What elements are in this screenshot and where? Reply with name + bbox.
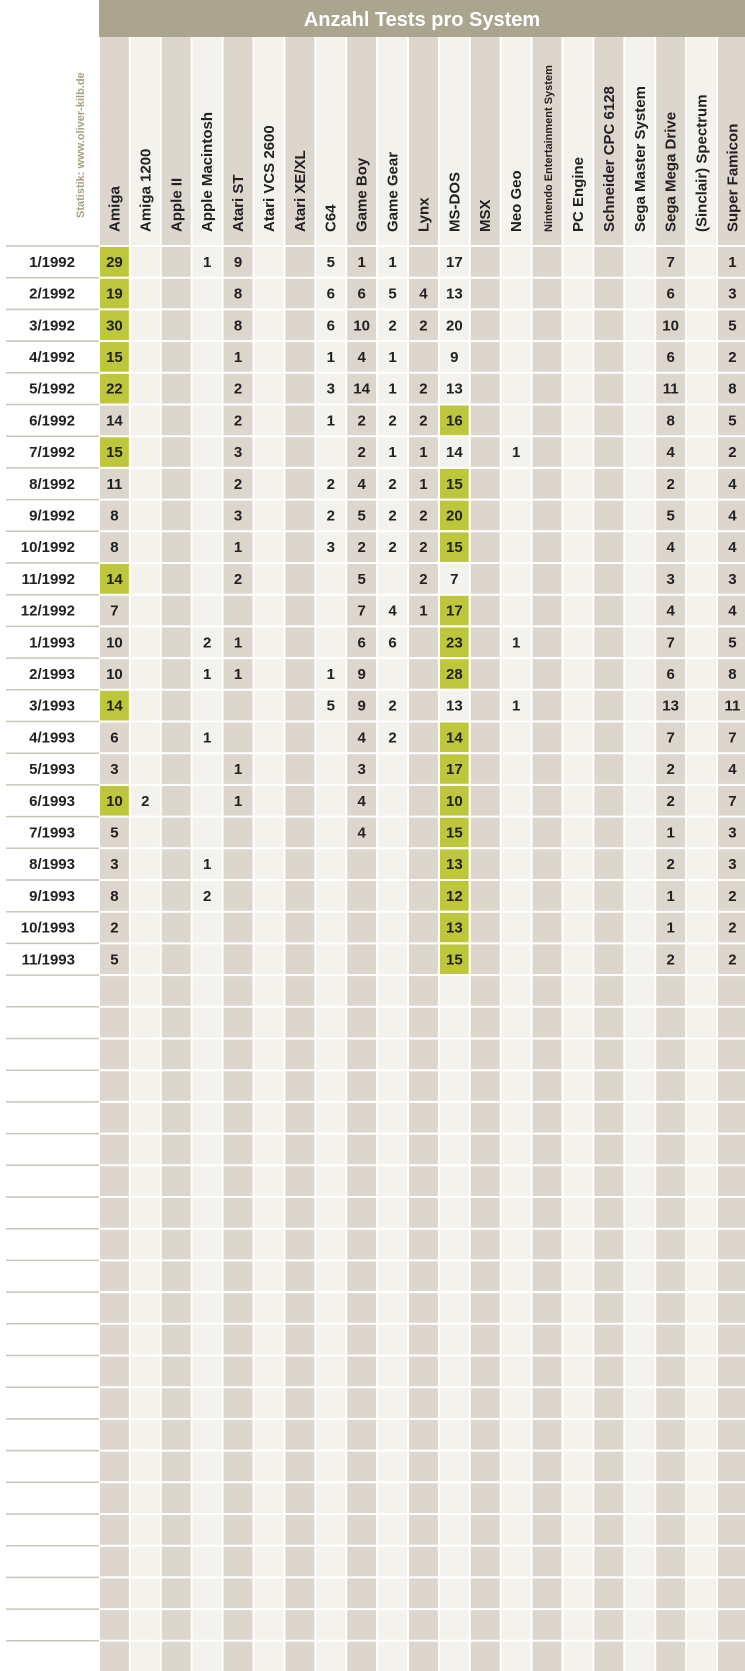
cell-value: 1	[666, 919, 675, 937]
cell-value: 6	[326, 285, 335, 303]
column-header-nintendo-entertainment-system: Nintendo Entertainment System	[543, 65, 555, 232]
cell-value: 15	[446, 951, 463, 969]
cell-value: 4	[357, 792, 366, 810]
cell-value: 14	[446, 444, 463, 462]
cell-value: 3	[357, 761, 366, 779]
cell-value: 1	[511, 444, 521, 462]
column-header-amiga: Amiga	[106, 186, 124, 232]
cell-value: 2	[202, 887, 212, 905]
cell-value: 2	[419, 539, 428, 557]
column-header-neo-geo: Neo Geo	[508, 170, 526, 232]
column-bg-super-famicon	[717, 37, 745, 1671]
chart-title: Anzahl Tests pro System	[303, 9, 541, 31]
cell-value: 3	[326, 539, 335, 557]
column-bg-amiga-1200	[130, 37, 161, 1671]
row-label: 8/1993	[29, 856, 75, 874]
cell-value: 2	[666, 856, 675, 874]
cell-value: 3	[728, 285, 737, 303]
cell-value: 7	[450, 570, 459, 588]
row-label: 2/1992	[29, 285, 75, 303]
cell-value: 2	[666, 951, 675, 969]
cell-value: 3	[666, 570, 675, 588]
column-header-atari-st: Atari ST	[230, 174, 247, 232]
cell-value: 15	[446, 475, 463, 493]
cell-value: 10	[446, 792, 463, 810]
column-bg-nintendo-entertainment-system	[532, 37, 563, 1671]
cell-value: 1	[202, 253, 212, 271]
cell-value: 2	[357, 412, 366, 430]
cell-value: 2	[326, 507, 335, 525]
cell-value: 5	[666, 507, 675, 525]
cell-value: 1	[419, 444, 428, 462]
row-label: 9/1992	[29, 507, 75, 525]
column-header-super-famicon: Super Famicon	[724, 123, 742, 232]
cell-value: 14	[106, 412, 123, 430]
cell-value: 9	[357, 697, 366, 715]
cell-value: 2	[202, 634, 212, 652]
cell-value: 4	[666, 444, 675, 462]
cell-value: 1	[511, 634, 521, 652]
column-bg-neo-geo	[501, 37, 532, 1671]
cell-value: 4	[728, 539, 737, 557]
column-bg-apple-ii	[161, 37, 192, 1671]
column-header-game-gear: Game Gear	[384, 151, 402, 232]
cell-value: 4	[357, 729, 366, 747]
cell-value: 5	[110, 951, 119, 969]
cell-value: 6	[666, 665, 675, 683]
cell-value: 28	[446, 665, 463, 683]
row-label: 4/1993	[29, 729, 75, 747]
column-bg-atari-vcs-2600	[254, 37, 285, 1671]
column-bg-apple-macintosh	[192, 37, 223, 1671]
row-label: 8/1992	[29, 475, 75, 493]
cell-value: 1	[326, 665, 335, 683]
cell-value: 1	[202, 665, 212, 683]
column-bg-schneider-cpc-6128	[593, 37, 624, 1671]
column-header-lynx: Lynx	[415, 197, 433, 232]
cell-value: 4	[728, 602, 737, 620]
row-label: 3/1993	[29, 697, 75, 715]
cell-value: 3	[110, 856, 119, 874]
column-bg-sega-master-system	[624, 37, 655, 1671]
cell-value: 2	[728, 887, 737, 905]
cell-value: 2	[728, 951, 737, 969]
row-label: 5/1992	[29, 380, 75, 398]
cell-value: 16	[446, 412, 463, 430]
cell-value: 11	[106, 475, 123, 493]
cell-value: 13	[446, 856, 463, 874]
cell-value: 8	[110, 887, 119, 905]
column-bg-pc-engine	[563, 37, 594, 1671]
column-header-c64: C64	[322, 204, 340, 232]
cell-value: 6	[357, 634, 366, 652]
cell-value: 2	[419, 412, 428, 430]
column-bg-msx	[470, 37, 501, 1671]
cell-value: 4	[357, 348, 366, 366]
cell-value: 2	[233, 475, 243, 493]
cell-value: 6	[388, 634, 397, 652]
cell-value: 13	[446, 919, 463, 937]
cell-value: 1	[511, 697, 521, 715]
cell-value: 2	[666, 761, 675, 779]
cell-value: 19	[106, 285, 123, 303]
row-label: 7/1992	[29, 444, 75, 462]
cell-value: 6	[357, 285, 366, 303]
cell-value: 12	[446, 887, 463, 905]
cell-value: 5	[357, 507, 366, 525]
cell-value: 5	[110, 824, 119, 842]
cell-value: 1	[233, 792, 243, 810]
row-label: 9/1993	[29, 887, 75, 905]
credit-label: Statistik: www.oliver-kilb.de	[75, 72, 87, 218]
cell-value: 2	[666, 475, 675, 493]
cell-value: 3	[728, 570, 737, 588]
column-header-ms-dos: MS-DOS	[446, 172, 464, 232]
cell-value: 1	[728, 253, 737, 271]
cell-value: 2	[388, 729, 397, 747]
column-header-apple-ii: Apple II	[168, 177, 186, 232]
row-label: 2/1993	[29, 665, 75, 683]
cell-value: 20	[446, 507, 463, 525]
cell-value: 1	[419, 475, 428, 493]
cell-value: 22	[106, 380, 123, 398]
cell-value: 14	[106, 570, 123, 588]
column-bg-atari-xe-xl	[284, 37, 315, 1671]
column-header-msx: MSX	[477, 199, 495, 232]
cell-value: 8	[233, 285, 243, 303]
cell-value: 10	[353, 317, 370, 335]
cell-value: 2	[728, 444, 737, 462]
cell-value: 1	[233, 665, 243, 683]
cell-value: 5	[357, 570, 366, 588]
column-header-sega-mega-drive: Sega Mega Drive	[662, 111, 680, 232]
cell-value: 11	[724, 697, 741, 715]
cell-value: 7	[110, 602, 119, 620]
cell-value: 7	[728, 729, 737, 747]
column-bg-game-boy	[346, 37, 377, 1671]
cell-value: 13	[446, 285, 463, 303]
cell-value: 1	[202, 856, 212, 874]
cell-value: 2	[388, 539, 397, 557]
column-header-sinclair-spectrum: (Sinclair) Spectrum	[693, 94, 711, 232]
column-header-atari-vcs-2600: Atari VCS 2600	[260, 125, 278, 232]
cell-value: 6	[326, 317, 335, 335]
column-header-apple-macintosh: Apple Macintosh	[199, 111, 217, 232]
cell-value: 1	[233, 761, 243, 779]
cell-value: 1	[326, 348, 335, 366]
cell-value: 17	[446, 761, 463, 779]
cell-value: 13	[446, 380, 463, 398]
cell-value: 15	[446, 539, 463, 557]
cell-value: 23	[446, 634, 463, 652]
cell-value: 6	[666, 285, 675, 303]
row-label: 11/1993	[21, 951, 75, 969]
cell-value: 7	[666, 729, 675, 747]
cell-value: 2	[419, 317, 428, 335]
cell-value: 17	[446, 602, 463, 620]
cell-value: 14	[106, 697, 123, 715]
cell-value: 8	[110, 539, 119, 557]
column-bg-atari-st	[223, 37, 254, 1671]
cell-value: 13	[662, 697, 679, 715]
cell-value: 1	[666, 824, 675, 842]
row-label: 6/1992	[29, 412, 75, 430]
cell-value: 10	[662, 317, 679, 335]
cell-value: 2	[388, 475, 397, 493]
cell-value: 13	[446, 697, 463, 715]
cell-value: 9	[450, 348, 459, 366]
cell-value: 1	[388, 253, 397, 271]
column-header-game-boy: Game Boy	[353, 157, 371, 232]
cell-value: 4	[666, 602, 675, 620]
row-label: 1/1992	[29, 253, 75, 271]
row-label: 12/1992	[20, 602, 75, 620]
column-bg-sinclair-spectrum	[686, 37, 717, 1671]
cell-value: 15	[106, 444, 123, 462]
cell-value: 5	[326, 253, 335, 271]
cell-value: 8	[728, 380, 737, 398]
cell-value: 9	[357, 665, 366, 683]
column-header-pc-engine: PC Engine	[570, 156, 587, 232]
cell-value: 1	[666, 887, 675, 905]
cell-value: 5	[728, 634, 737, 652]
cell-value: 5	[728, 317, 737, 335]
cell-value: 1	[233, 634, 243, 652]
cell-value: 2	[388, 507, 397, 525]
cell-value: 2	[666, 792, 675, 810]
cell-value: 3	[233, 507, 243, 525]
cell-value: 5	[326, 697, 335, 715]
cell-value: 2	[141, 792, 150, 810]
cell-value: 8	[666, 412, 675, 430]
cell-value: 2	[233, 570, 243, 588]
row-label: 10/1992	[20, 539, 75, 557]
cell-value: 7	[666, 634, 675, 652]
cell-value: 15	[446, 824, 463, 842]
cell-value: 20	[446, 317, 463, 335]
cell-value: 2	[326, 475, 335, 493]
cell-value: 1	[419, 602, 428, 620]
cell-value: 11	[662, 380, 679, 398]
cell-value: 3	[728, 856, 737, 874]
column-header-schneider-cpc-6128: Schneider CPC 6128	[600, 86, 618, 232]
row-label: 11/1992	[21, 570, 75, 588]
row-label: 1/1993	[29, 634, 75, 652]
cell-value: 4	[728, 475, 737, 493]
cell-value: 2	[388, 412, 397, 430]
cell-value: 3	[326, 380, 335, 398]
cell-value: 2	[388, 697, 397, 715]
column-bg-game-gear	[377, 37, 408, 1671]
cell-value: 2	[419, 380, 428, 398]
cell-value: 2	[728, 348, 737, 366]
cell-value: 8	[728, 665, 737, 683]
cell-value: 1	[388, 348, 397, 366]
cell-value: 3	[728, 824, 737, 842]
cell-value: 14	[353, 380, 370, 398]
cell-value: 17	[446, 253, 463, 271]
row-label: 4/1992	[29, 348, 75, 366]
cell-value: 30	[106, 317, 123, 335]
cell-value: 2	[110, 919, 119, 937]
cell-value: 4	[666, 539, 675, 557]
column-header-sega-master-system: Sega Master System	[631, 86, 649, 232]
cell-value: 29	[106, 253, 123, 271]
cell-value: 5	[388, 285, 397, 303]
cell-value: 2	[357, 539, 366, 557]
cell-value: 8	[233, 317, 243, 335]
cell-value: 7	[357, 602, 366, 620]
cell-value: 2	[419, 570, 428, 588]
cell-value: 2	[233, 412, 243, 430]
cell-value: 1	[388, 444, 397, 462]
row-label: 10/1993	[20, 919, 75, 937]
cell-value: 2	[388, 317, 397, 335]
cell-value: 2	[357, 444, 366, 462]
cell-value: 2	[728, 919, 737, 937]
cell-value: 8	[110, 507, 119, 525]
row-label: 3/1992	[29, 317, 75, 335]
row-label: 5/1993	[29, 761, 75, 779]
cell-value: 1	[202, 729, 212, 747]
cell-value: 4	[357, 824, 366, 842]
cell-value: 1	[388, 380, 397, 398]
cell-value: 9	[233, 253, 243, 271]
cell-value: 1	[233, 348, 243, 366]
cell-value: 2	[419, 507, 428, 525]
cell-value: 6	[666, 348, 675, 366]
cell-value: 2	[233, 380, 243, 398]
column-header-amiga-1200: Amiga 1200	[137, 148, 155, 232]
cell-value: 15	[106, 348, 123, 366]
column-bg-c64	[315, 37, 346, 1671]
column-bg-sega-mega-drive	[655, 37, 686, 1671]
cell-value: 1	[233, 539, 243, 557]
cell-value: 7	[666, 253, 675, 271]
cell-value: 5	[728, 412, 737, 430]
cell-value: 6	[110, 729, 119, 747]
cell-value: 4	[728, 761, 737, 779]
column-header-atari-xe-xl: Atari XE/XL	[291, 150, 309, 232]
row-label: 7/1993	[29, 824, 75, 842]
cell-value: 10	[106, 665, 123, 683]
cell-value: 3	[110, 761, 119, 779]
cell-value: 10	[106, 792, 123, 810]
cell-value: 4	[728, 507, 737, 525]
cell-value: 1	[357, 253, 366, 271]
cell-value: 14	[446, 729, 463, 747]
cell-value: 3	[233, 444, 243, 462]
cell-value: 4	[357, 475, 366, 493]
cell-value: 1	[326, 412, 335, 430]
cell-value: 7	[728, 792, 737, 810]
cell-value: 10	[106, 634, 123, 652]
row-label: 6/1993	[29, 792, 75, 810]
cell-value: 4	[419, 285, 428, 303]
cell-value: 4	[388, 602, 397, 620]
column-bg-lynx	[408, 37, 439, 1671]
